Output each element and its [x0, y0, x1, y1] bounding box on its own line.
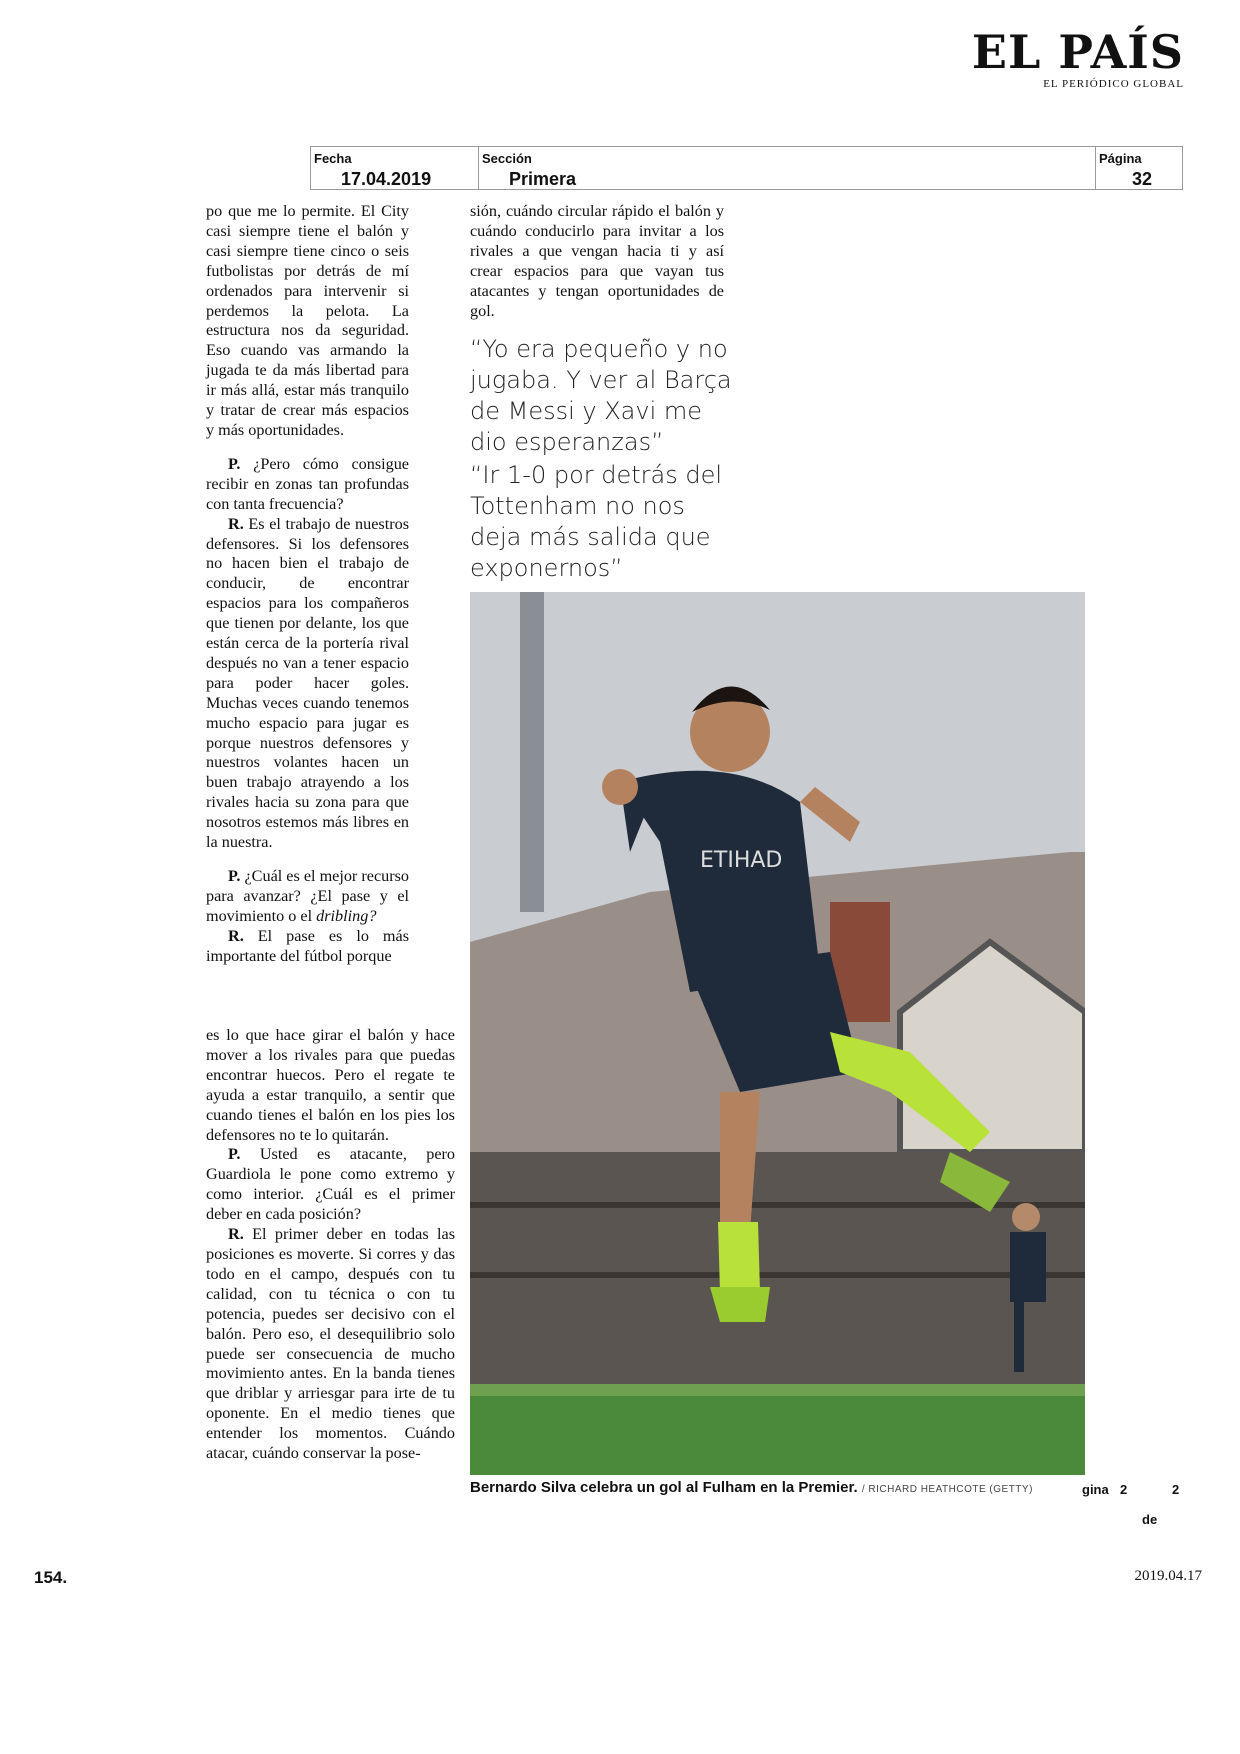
paragraph: es lo que hace girar el balón y hace mover a los rivales para que puedas encontrar huecos. Pero el regate te ayuda a estar tranquilo, a sentir que cuando tienes el balón en los pies los defensores no te lo quitarán.: [206, 1026, 455, 1144]
question-marker: P.: [228, 1145, 241, 1164]
paragraph: po que me lo permite. El City casi siempre tiene el balón y casi siempre tiene cinco o seis futbolistas por detrás de mí ordenados para intervenir si perdemos la pelota. La estructura nos da seguridad. Eso cuando vas armando la jugada te da más libertad para ir más allá, estar más tranquilo y tratar de crear más espacios y más oportunidades.: [206, 202, 409, 439]
pager-c: 2: [1172, 1482, 1180, 1497]
question-text: ¿Pero cómo consigue recibir en zonas tan profundas con tanta frecuencia?: [206, 454, 409, 513]
question-text: ¿Cuál es el mejor recurso para avanzar? ¿El pase y el movimiento o el: [206, 867, 410, 925]
question: [206, 455, 409, 515]
question-text: Usted es atacante, pero Guardiola le pone como extremo y como interior. ¿Cuál es el primer deber en cada posición?: [206, 1145, 456, 1224]
answer: [206, 515, 409, 853]
player-sock-left: [718, 1222, 760, 1292]
caption-text: Bernardo Silva celebra un gol al Fulham en la Premier.: [470, 1479, 858, 1496]
question-marker: P.: [228, 454, 241, 473]
pitch: [470, 1392, 1085, 1475]
seccion-value: Primera: [509, 169, 577, 189]
answer: [206, 1225, 455, 1464]
article-column-2: [470, 202, 724, 321]
answer-marker: R.: [228, 926, 244, 945]
masthead: [971, 25, 1184, 90]
newspaper-tagline: EL PERIÓDICO GLOBAL: [1043, 78, 1184, 90]
pagina-label: Página: [1099, 151, 1142, 166]
answer-text: Es el trabajo de nuestros defensores. Si los defensores no hacen bien el trabajo de conducir, de encontrar espacios para los compañeros que tienen por delante, los que están cerca de la portería rival después no van a tener espacio para poder hacer goles. Muchas veces cuando tenemos mucho espacio para jugar es porque nuestros defensores y nuestros volantes hacen un buen trabajo atrayendo a los rivales hacia su zona para que nosotros estemos más libres en la nuestra.: [206, 514, 409, 852]
question: [206, 1145, 455, 1225]
answer-text: El primer deber en todas las posiciones es moverte. Si corres y das todo en el campo, después con tu calidad, con tu técnica o con tu potencia, puedes ser decisivo con el balón. Pero eso, el desequilibrio solo puede ser consecuencia de mucho movimiento antes. En la banda tienes que driblar y arriesgar para irte de tu oponente. En el medio tienes que entender los momentos. Cuándo atacar, cuándo conservar la pose-: [206, 1225, 455, 1463]
stand-beam: [470, 1272, 1085, 1278]
player-fist: [602, 769, 638, 805]
photo-credit: / RICHARD HEATHCOTE (GETTY): [861, 1484, 1033, 1495]
pull-quote: “Ir 1-0 por detrás del Tottenham no nos deja más salida que exponernos”: [470, 461, 723, 582]
pagina-cell: [1096, 147, 1182, 189]
article-column-1: [206, 202, 409, 967]
photo-caption: [470, 1479, 1033, 1496]
background-player: [1010, 1232, 1046, 1302]
player-boot-left: [710, 1287, 770, 1322]
pager-a: gina: [1082, 1482, 1109, 1497]
answer: [206, 927, 409, 967]
background-player-head: [1012, 1203, 1040, 1231]
pager-d: de: [1142, 1512, 1158, 1527]
seccion-cell: [479, 147, 1096, 189]
footer-date: 2019.04.17: [1134, 1568, 1202, 1584]
question-italic: dribling?: [316, 906, 377, 925]
question: [206, 867, 409, 927]
fecha-cell: [311, 147, 479, 189]
question-marker: P.: [228, 867, 241, 885]
player-photo: [470, 592, 1085, 1475]
pull-quote: “Yo era pequeño y no jugaba. Y ver al Barça de Messi y Xavi me dio esperanzas”: [470, 335, 732, 456]
answer-text: El pase es lo más importante del fútbol porque: [206, 926, 409, 965]
footer-page-id: 154.: [34, 1568, 68, 1587]
seccion-label: Sección: [482, 151, 532, 166]
article-column-1-lower: [206, 1026, 455, 1464]
shirt-sponsor: ETIHAD: [700, 848, 783, 873]
floodlight-pole: [520, 592, 544, 912]
paragraph: sión, cuándo circular rápido el balón y cuándo conducirlo para invitar a los rivales a que vengan hacia ti y así crear espacios para que vayan tus atacantes y tengan oportunidades de gol.: [470, 202, 724, 320]
celebration-illustration: [470, 592, 1085, 1475]
fecha-label: Fecha: [314, 151, 352, 166]
answer-marker: R.: [228, 514, 244, 533]
pager-b: 2: [1120, 1482, 1128, 1497]
pagina-value: 32: [1132, 169, 1153, 189]
pitch-edge: [470, 1384, 1085, 1396]
answer-marker: R.: [228, 1225, 244, 1244]
newspaper-logo: EL PAÍS: [971, 25, 1184, 79]
background-player-leg: [1014, 1302, 1024, 1372]
fecha-value: 17.04.2019: [341, 169, 432, 189]
metadata-bar: [310, 146, 1183, 190]
